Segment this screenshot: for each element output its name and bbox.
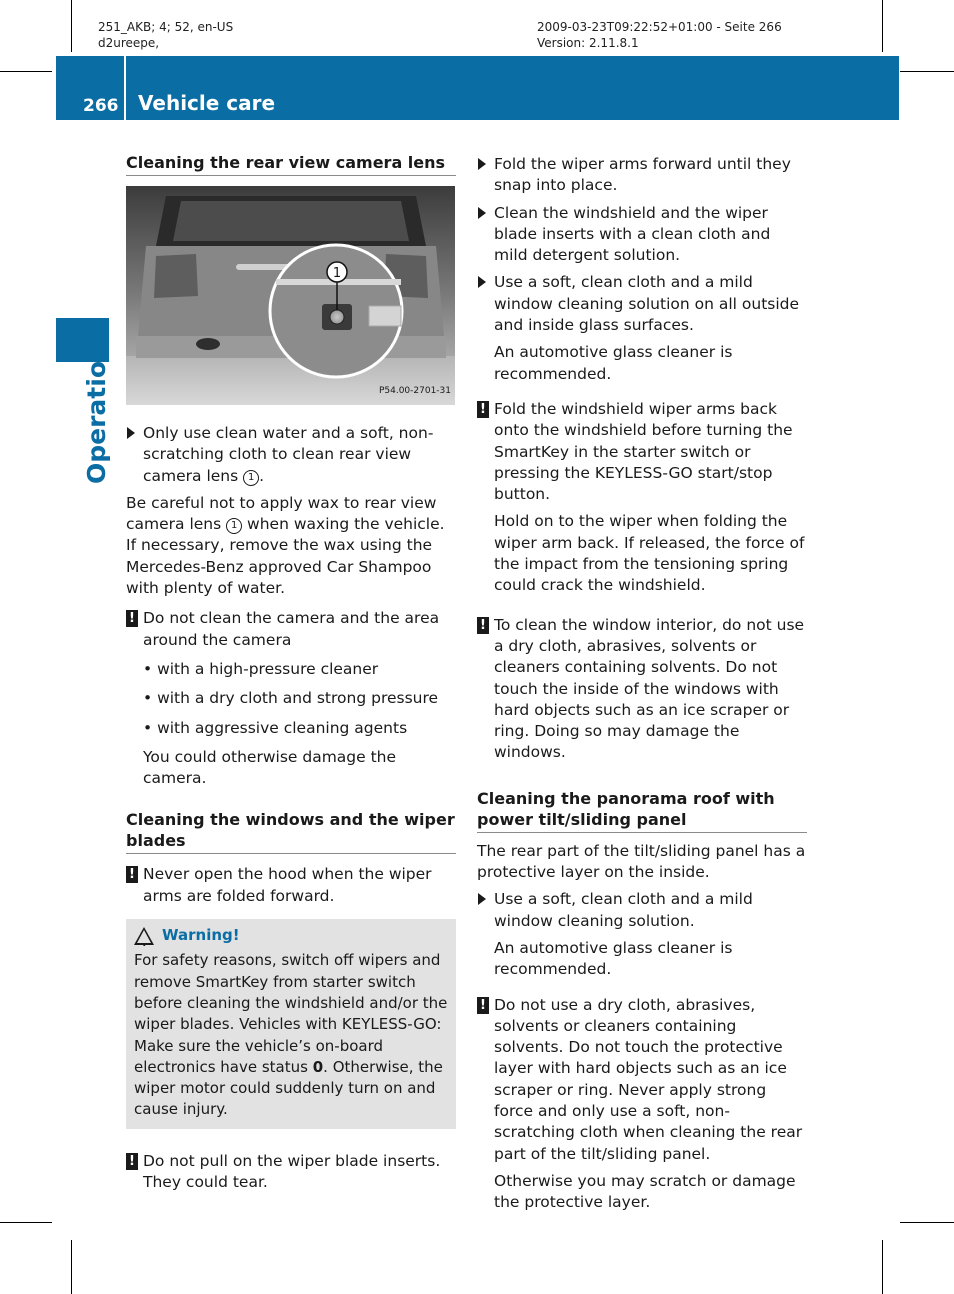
wiper-step-1 xyxy=(477,154,807,197)
notice-icon: ! xyxy=(126,866,138,883)
warning-text-b: . Otherwise, the wiper motor could suddenly turn on and cause injury. xyxy=(134,1057,443,1119)
step-arrow-icon xyxy=(478,276,486,288)
print-meta-right xyxy=(537,19,782,51)
notice-icon: ! xyxy=(477,401,489,418)
notice-icon: ! xyxy=(477,617,489,634)
notice-icon: ! xyxy=(477,997,489,1014)
step-arrow-icon xyxy=(478,158,486,170)
crop-mark xyxy=(71,0,72,52)
camera-note-end: You could otherwise damage the camera. xyxy=(143,747,397,788)
left-column xyxy=(126,152,456,1193)
roof-note xyxy=(477,995,807,1165)
section-title: Vehicle care xyxy=(138,91,276,115)
warning-text xyxy=(134,950,448,1120)
wax-text-b: when waxing the vehicle. If necessary, remove the wax using the Mercedes-Benz approved Car Shampoo with plenty of water. xyxy=(126,515,445,598)
crop-mark xyxy=(0,71,52,72)
crop-mark xyxy=(0,1222,52,1223)
notice-icon: ! xyxy=(126,1153,138,1170)
crop-mark xyxy=(882,0,883,52)
roof-step-sub: An automotive glass cleaner is recommended. xyxy=(494,938,733,979)
lens-ref-icon: 1 xyxy=(243,470,259,486)
crop-mark xyxy=(71,1240,72,1294)
camera-bullet: • with a dry cloth and strong pressure xyxy=(143,689,439,708)
roof-step xyxy=(477,889,807,932)
warning-triangle-icon: ! xyxy=(134,927,154,945)
camera-bullet: • with aggressive cleaning agents xyxy=(143,718,408,737)
fold-back-note xyxy=(477,399,807,505)
roof-note-sub: Otherwise you may scratch or damage the protective layer. xyxy=(494,1171,796,1212)
heading-camera: Cleaning the rear view camera lens xyxy=(126,152,456,176)
warning-status: 0 xyxy=(312,1057,324,1076)
fold-back-note-text: Fold the windshield wiper arms back onto the windshield before turning the SmartKey in the starter switch or pressing the KEYLESS-GO start/stop button. xyxy=(494,399,793,504)
step-arrow-icon xyxy=(478,207,486,219)
warning-text-a: For safety reasons, switch off wipers and remove SmartKey from starter switch before cleaning the windshield and/or the wiper blades. Vehicles with KEYLESS-GO: Make sure the vehicle’s on-board electronics have status xyxy=(134,951,448,1076)
hood-note xyxy=(126,864,456,907)
callout-number: 1 xyxy=(332,266,342,281)
heading-windows: Cleaning the windows and the wiper blades xyxy=(126,809,456,854)
wiper-step-2-text: Clean the windshield and the wiper blade inserts with a clean cloth and mild detergent solution. xyxy=(494,203,771,265)
crop-mark xyxy=(900,1222,954,1223)
wax-text-a: Be careful not to apply wax to rear view camera lens xyxy=(126,493,437,534)
warning-header xyxy=(134,925,448,949)
page-number: 266 xyxy=(83,96,119,116)
warning-box xyxy=(126,919,456,1129)
crop-mark xyxy=(882,1240,883,1294)
right-column xyxy=(477,152,807,1213)
fold-back-note-sub: Hold on to the wiper when folding the wiper arm back. If released, the force of the impact from the tensioning spring could crack the windshield. xyxy=(494,512,805,595)
camera-note-text: Do not clean the camera and the area around the camera xyxy=(143,609,440,649)
camera-wax-paragraph xyxy=(126,493,456,599)
meta-left-line1: 251_AKB; 4; 52, en-US xyxy=(98,20,234,34)
notice-icon: ! xyxy=(126,610,138,627)
lens-ref-icon: 1 xyxy=(226,518,242,534)
side-tab-label: Operation xyxy=(82,343,111,484)
wiper-step-1-text: Fold the wiper arms forward until they snap into place. xyxy=(494,155,791,195)
roof-note-text: Do not use a dry cloth, abrasives, solvents or cleaners containing solvents. Do not touch the protective layer with hard objects such as an ice scraper or ring. Never apply strong force and only use a soft, non-scratching cloth when cleaning the rear part of the tilt/sliding panel. xyxy=(494,995,803,1163)
roof-intro: The rear part of the tilt/sliding panel has a protective layer on the inside. xyxy=(477,841,806,882)
interior-note xyxy=(477,615,807,764)
image-code: P54.00-2701-31 xyxy=(378,385,451,396)
crop-mark xyxy=(900,71,954,72)
camera-step-text: Only use clean water and a soft, non-scratching cloth to clean rear view camera lens xyxy=(143,424,434,485)
step-arrow-icon xyxy=(127,427,135,439)
meta-right-line2: Version: 2.11.8.1 xyxy=(537,36,639,50)
meta-right-line1: 2009-03-23T09:22:52+01:00 - Seite 266 xyxy=(537,20,782,34)
heading-panorama-roof: Cleaning the panorama roof with power tilt/sliding panel xyxy=(477,788,807,833)
hood-note-text: Never open the hood when the wiper arms are folded forward. xyxy=(143,865,432,905)
print-meta-left xyxy=(98,19,233,51)
camera-step-end: . xyxy=(259,466,265,485)
meta-left-line2: d2ureepe, xyxy=(98,36,160,50)
wiper-insert-note-text: Do not pull on the wiper blade inserts. They could tear. xyxy=(143,1151,441,1192)
wiper-step-2 xyxy=(477,203,807,267)
camera-step xyxy=(126,423,456,487)
camera-note xyxy=(126,608,456,651)
camera-bullet: • with a high-pressure cleaner xyxy=(143,659,379,678)
header-divider xyxy=(124,56,126,120)
wiper-step-3 xyxy=(477,272,807,336)
roof-step-text: Use a soft, clean cloth and a mild window cleaning solution. xyxy=(494,890,753,930)
car-rear-illustration xyxy=(126,186,455,405)
camera-photo xyxy=(126,186,455,405)
interior-note-text: To clean the window interior, do not use a dry cloth, abrasives, solvents or cleaners containing solvents. Do not touch the inside of the windows with hard objects such as an ice scraper or ring. Doing so may damage the windows. xyxy=(494,615,805,762)
wiper-step-3-text: Use a soft, clean cloth and a mild window cleaning solution on all outside and inside glass surfaces. xyxy=(494,273,800,335)
wiper-step-3-sub: An automotive glass cleaner is recommended. xyxy=(494,343,733,383)
step-arrow-icon xyxy=(478,893,486,905)
wiper-insert-note xyxy=(126,1151,456,1194)
warning-title: Warning! xyxy=(162,926,240,945)
